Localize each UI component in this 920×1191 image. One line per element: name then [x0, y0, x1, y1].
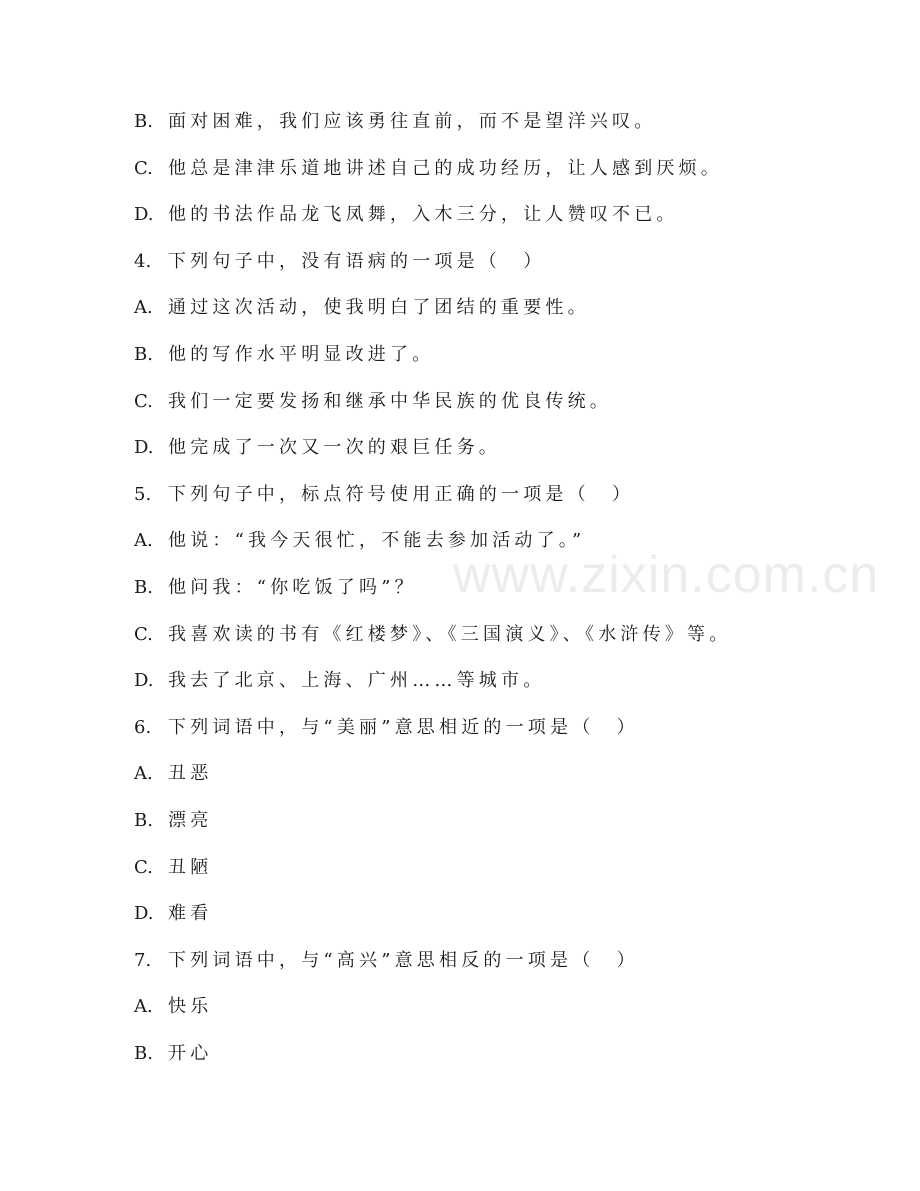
option-line	[134, 757, 834, 804]
option-text: 快乐	[168, 996, 213, 1018]
option-line	[134, 990, 834, 1037]
option-label: A.	[134, 530, 153, 552]
question-number: 5.	[134, 483, 152, 505]
option-label: B.	[134, 576, 153, 598]
option-line	[134, 291, 834, 338]
option-label: D.	[134, 903, 154, 925]
option-text: 他的写作水平明显改进了。	[168, 343, 435, 365]
option-text: 丑恶	[168, 763, 213, 785]
option-text: 他说：“我今天很忙，不能去参加活动了。”	[168, 530, 586, 552]
option-text: 我去了北京、上海、广州……等城市。	[168, 670, 546, 692]
option-text: 开心	[168, 1042, 213, 1064]
question-line	[134, 478, 834, 525]
option-line	[134, 897, 834, 944]
option-label: D.	[134, 204, 154, 226]
option-label: B.	[134, 343, 153, 365]
question-text: 下列词语中，与“美丽”意思相近的一项是（ ）	[168, 716, 639, 738]
watermark: www.zixin.com.cn	[453, 546, 880, 604]
option-line	[134, 664, 834, 711]
option-label: B.	[134, 809, 153, 831]
question-number: 4.	[134, 250, 152, 272]
option-line	[134, 105, 834, 152]
option-text: 他完成了一次又一次的艰巨任务。	[168, 437, 501, 459]
question-text: 下列词语中，与“高兴”意思相反的一项是（ ）	[168, 949, 639, 971]
option-label: C.	[134, 157, 153, 179]
option-line	[134, 198, 834, 245]
option-text: 他问我：“你吃饭了吗”？	[168, 576, 417, 598]
option-label: C.	[134, 623, 153, 645]
option-text: 他的书法作品龙飞凤舞，入木三分，让人赞叹不已。	[168, 204, 679, 226]
question-text: 下列句子中，标点符号使用正确的一项是（ ）	[168, 483, 635, 505]
option-text: 我们一定要发扬和继承中华民族的优良传统。	[168, 390, 612, 412]
option-line	[134, 804, 834, 851]
option-label: A.	[134, 763, 153, 785]
option-label: C.	[134, 856, 153, 878]
option-line	[134, 431, 834, 478]
question-text: 下列句子中，没有语病的一项是（ ）	[168, 250, 546, 272]
option-line	[134, 152, 834, 199]
option-label: D.	[134, 437, 154, 459]
option-text: 丑陋	[168, 856, 213, 878]
option-line	[134, 1037, 834, 1084]
option-text: 难看	[168, 903, 213, 925]
option-label: A.	[134, 996, 153, 1018]
option-text: 面对困难，我们应该勇往直前，而不是望洋兴叹。	[168, 111, 657, 132]
option-label: D.	[134, 670, 154, 692]
option-text: 我喜欢读的书有《红楼梦》、《三国演义》、《水浒传》等。	[168, 623, 732, 645]
option-label: C.	[134, 390, 153, 412]
option-line	[134, 618, 834, 665]
option-label: B.	[134, 111, 153, 132]
question-line	[134, 944, 834, 991]
option-text: 漂亮	[168, 809, 213, 831]
option-label: B.	[134, 1042, 153, 1064]
question-number: 7.	[134, 949, 152, 971]
question-line	[134, 711, 834, 758]
question-line	[134, 245, 834, 292]
option-line	[134, 385, 834, 432]
option-text: 通过这次活动，使我明白了团结的重要性。	[168, 297, 590, 319]
option-label: A.	[134, 297, 153, 319]
option-text: 他总是津津乐道地讲述自己的成功经历，让人感到厌烦。	[168, 157, 723, 179]
option-line	[134, 338, 834, 385]
question-number: 6.	[134, 716, 152, 738]
option-line	[134, 851, 834, 898]
